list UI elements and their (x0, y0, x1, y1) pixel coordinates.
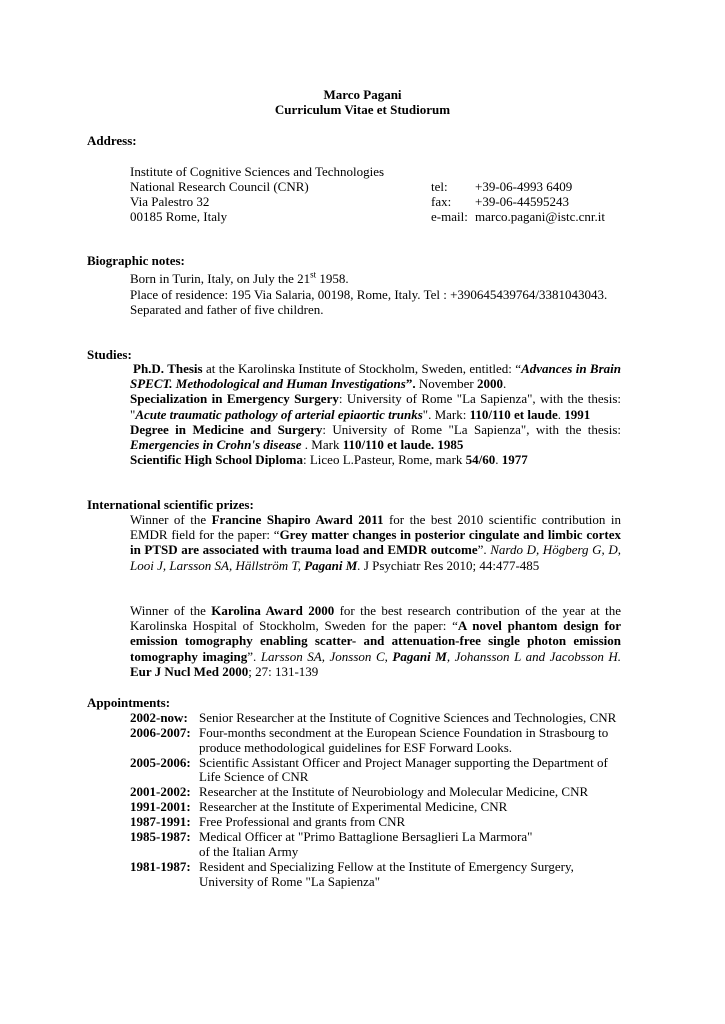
prize-text: Winner of the (130, 512, 212, 527)
appointment-desc: Researcher at the Institute of Experimental Medicine, CNR (199, 799, 508, 814)
appointment-date (130, 755, 191, 770)
appointment-sep: : (186, 814, 191, 829)
appointment-sep: : (186, 755, 191, 770)
prize-paper-title: A novel phantom design for emission tomography enabling scatter- and attenuation-free single photon emission tomography imaging (130, 618, 621, 664)
prize-karolina-text (130, 603, 621, 679)
appointment-desc: Free Professional and grants from CNR (199, 814, 406, 829)
study-specialization (130, 391, 621, 421)
appointment-desc: Senior Researcher at the Institute of Cognitive Sciences and Technologies, CNR (199, 710, 617, 725)
degree-thesis: Emergencies in Crohn's disease (130, 437, 302, 453)
appointment-sep: : (183, 710, 188, 725)
prize-text: Winner of the (130, 603, 212, 618)
spec-mark-label: ". Mark: (422, 406, 470, 422)
prize-paper-title: Grey matter changes in posterior cingulate and limbic cortex in PTSD are associated with trauma load and EMDR outcome (130, 527, 621, 558)
study-degree (130, 422, 621, 452)
author-name: Marco Pagani (323, 87, 402, 102)
prize-shapiro-text (130, 512, 621, 573)
prize-text: for the best 2010 scientific contribution in EMDR field for the paper: “ (130, 512, 621, 543)
degree-mark-label: . Mark (301, 437, 343, 453)
appointment-sep: : (186, 799, 191, 814)
address-heading: Address: (87, 133, 137, 148)
prizes-heading: International scientific prizes: (87, 497, 254, 512)
appointment-sep: : (186, 859, 191, 874)
fax-value: +39-06-44595243 (475, 194, 569, 209)
appointment-date-text: 1981-1987 (130, 859, 187, 874)
bio-birth-text: Born in Turin, Italy, on July the 21 (130, 271, 311, 286)
appointment-desc: produce methodological guidelines for ESF Forward Looks. (199, 740, 513, 755)
school-period: . (495, 452, 502, 468)
degree-text: : University of Rome "La Sapienza", with the thesis: (322, 421, 622, 437)
spec-text: : University of Rome "La Sapienza", with the thesis: " (130, 391, 622, 422)
appointment-date (130, 710, 188, 725)
school-year: 1977 (501, 452, 528, 468)
study-school (130, 452, 621, 467)
appointment-date-text: 1991-2001 (130, 799, 187, 814)
address-line: Institute of Cognitive Sciences and Technologies (130, 164, 385, 179)
bio-birth-year: 1958. (316, 271, 349, 286)
phd-title: Ph.D. Thesis (133, 361, 203, 376)
appointment-date-text: 2006-2007 (130, 725, 187, 740)
address-line: Via Palestro 32 (130, 194, 210, 209)
appointment-date-text: 1987-1991 (130, 814, 187, 829)
email-label: e-mail: (431, 209, 468, 224)
appointment-desc: Four-months secondment at the European Science Foundation in Strasbourg to (199, 725, 609, 740)
spec-thesis: Acute traumatic pathology of arterial epiaortic trunks (135, 406, 423, 422)
appointment-date-text: 2002-now (130, 710, 184, 725)
phd-month: November (415, 376, 477, 392)
degree-title: Degree in Medicine and Surgery (130, 421, 323, 437)
prize-text: ”. (247, 648, 261, 664)
appointment-date (130, 829, 191, 844)
studies-list (130, 361, 621, 467)
spec-period: . (557, 406, 565, 422)
prize-shapiro (130, 512, 621, 573)
prize-text: ”. (477, 542, 491, 558)
appointment-date-text: 2001-2002 (130, 784, 187, 799)
study-phd (130, 361, 621, 391)
tel-value: +39-06-4993 6409 (475, 179, 573, 194)
prize-text: for the best research contribution of the year at the Karolinska Hospital of Stockholm, Sweden for the paper: “ (130, 603, 622, 634)
appointment-sep: : (186, 725, 191, 740)
appointment-date (130, 784, 191, 799)
fax-label: fax: (431, 194, 452, 209)
appointment-desc: University of Rome "La Sapienza" (199, 874, 381, 889)
phd-quote-close: ”. (405, 376, 416, 392)
prize-award: Karolina Award 2000 (211, 603, 335, 618)
phd-text: at the Karolinska Institute of Stockholm, Sweden, entitled: “ (202, 361, 522, 376)
phd-year: 2000 (476, 376, 503, 392)
studies-heading: Studies: (87, 347, 132, 362)
prize-journal: J Psychiatr Res 2010; 44:477-485 (360, 557, 540, 573)
document-title: Curriculum Vitae et Studiorum (274, 102, 451, 117)
school-mark: 54/60 (465, 452, 496, 468)
appointment-desc: of the Italian Army (199, 844, 299, 859)
address-line: National Research Council (CNR) (130, 179, 309, 194)
prize-authors: Nardo D, Högberg G, D, Looi J, Larsson SA, Hällström T, (130, 542, 621, 573)
appointment-date (130, 859, 191, 874)
appointment-date (130, 799, 191, 814)
bio-family: Separated and father of five children. (130, 302, 324, 317)
tel-label: tel: (431, 179, 448, 194)
appointment-date-text: 2005-2006 (130, 755, 187, 770)
phd-period: . (502, 376, 507, 392)
degree-mark: 110/110 et laude. 1985 (342, 437, 464, 453)
bio-heading: Biographic notes: (87, 253, 185, 268)
address-line: 00185 Rome, Italy (130, 209, 228, 224)
prize-journal: Eur J Nucl Med 2000 (130, 663, 249, 679)
prize-author-self: Pagani M (392, 648, 447, 664)
appointment-date-text: 1985-1987 (130, 829, 187, 844)
email-value: marco.pagani@istc.cnr.it (475, 209, 606, 224)
spec-mark: 110/110 et laude (469, 406, 558, 422)
bio-birth-sup: st (310, 269, 317, 280)
appointment-sep: : (186, 784, 191, 799)
school-text: : Liceo L.Pasteur, Rome, mark (302, 452, 466, 468)
appointment-date (130, 725, 191, 740)
prize-authors: Larsson SA, Jonsson C, (260, 648, 393, 664)
prize-karolina (130, 603, 621, 679)
phd-thesis: Advances in Brain SPECT. Methodological and Human Investigations (130, 361, 621, 392)
appointments-heading: Appointments: (87, 695, 171, 710)
prize-award: Francine Shapiro Award 2011 (211, 512, 384, 527)
bio-birth (130, 271, 349, 286)
spec-title: Specialization in Emergency Surgery (130, 391, 339, 407)
appointment-sep: : (186, 829, 191, 844)
prize-author-self: Pagani M (304, 557, 358, 573)
spec-year: 1991 (564, 406, 591, 422)
bio-residence: Place of residence: 195 Via Salaria, 00198, Rome, Italy. Tel : +390645439764/3381043043. (130, 287, 608, 302)
prize-journal-issue: ; 27: 131-139 (248, 663, 319, 679)
appointment-desc: Medical Officer at "Primo Battaglione Bersaglieri La Marmora" (199, 829, 533, 844)
appointment-desc: Life Science of CNR (199, 769, 309, 784)
prize-text: . (357, 557, 361, 573)
appointment-desc: Scientific Assistant Officer and Project Manager supporting the Department of (199, 755, 608, 770)
appointment-desc: Researcher at the Institute of Neurobiology and Molecular Medicine, CNR (199, 784, 589, 799)
prize-authors: , Johansson L and Jacobsson H. (446, 648, 622, 664)
appointment-date (130, 814, 191, 829)
appointment-desc: Resident and Specializing Fellow at the Institute of Emergency Surgery, (199, 859, 574, 874)
school-title: Scientific High School Diploma (130, 452, 303, 468)
